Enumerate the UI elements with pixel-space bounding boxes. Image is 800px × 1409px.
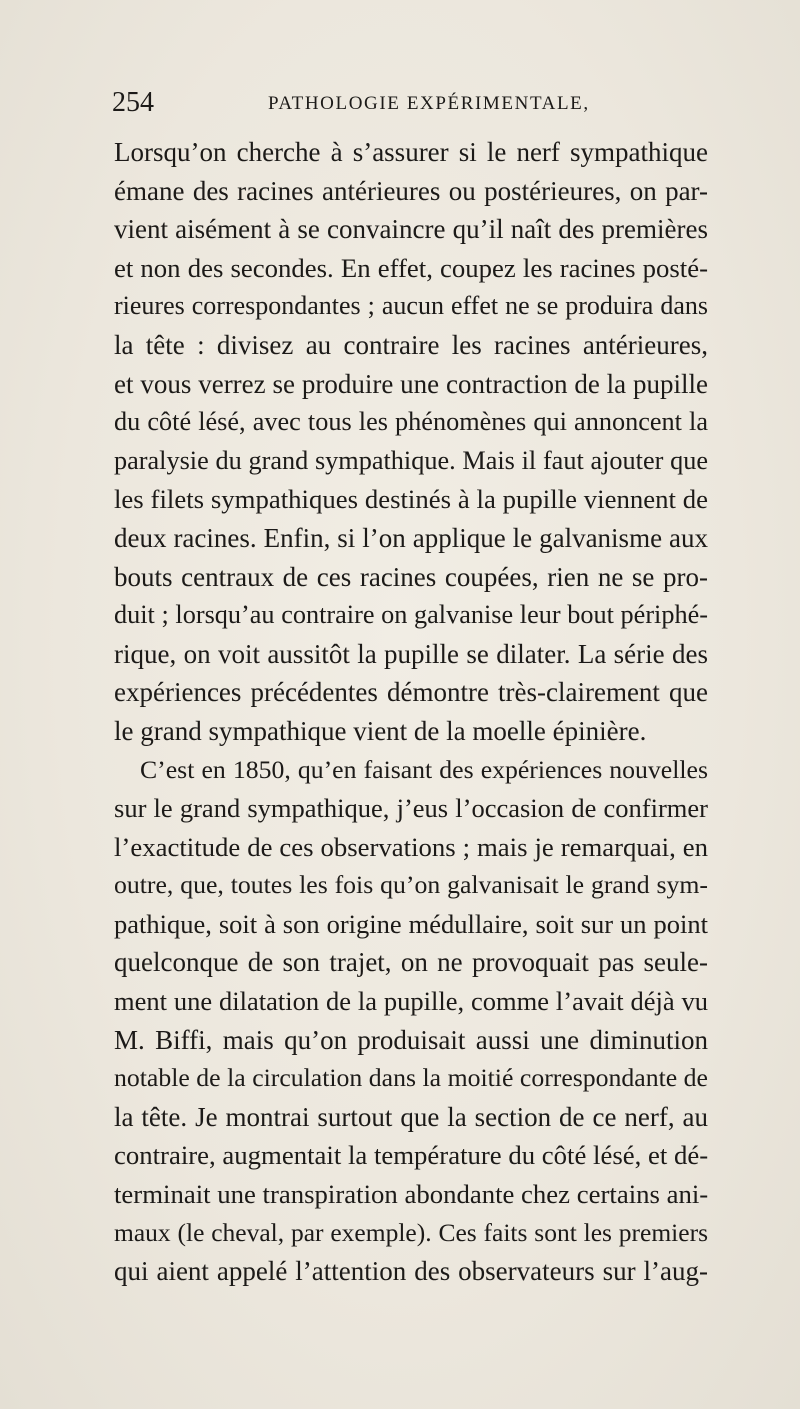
text-line: vient aisément à se convaincre qu’il naît des premières: [114, 214, 708, 245]
text-line: M. Biffi, mais qu’on produisait aussi une diminution: [114, 1024, 708, 1055]
text-line: expériences précédentes démontre très-clairement que: [114, 677, 708, 708]
text-line: du côté lésé, avec tous les phénomènes qui annoncent la: [114, 407, 708, 437]
text-body: [114, 133, 708, 1291]
text-line: C’est en 1850, qu’en faisant des expériences nouvelles: [140, 754, 708, 784]
page-number: 254: [112, 87, 154, 118]
text-line: qui aient appelé l’attention des observateurs sur l’aug-: [114, 1256, 708, 1287]
text-line: notable de la circulation dans la moitié correspondante de: [114, 1063, 708, 1093]
text-line: rieures correspondantes ; aucun effet ne se produira dans: [114, 291, 708, 321]
text-line: deux racines. Enfin, si l’on applique le galvanisme aux: [114, 522, 708, 553]
text-line: outre, que, toutes les fois qu’on galvanisait le grand sym-: [114, 870, 708, 900]
text-line: la tête. Je montrai surtout que la section de ce nerf, au: [114, 1101, 708, 1132]
text-line: sur le grand sympathique, j’eus l’occasion de confirmer: [114, 793, 708, 824]
text-line: rique, on voit aussitôt la pupille se dilater. La série des: [114, 638, 708, 669]
text-line: pathique, soit à son origine médullaire, soit sur un point: [114, 908, 708, 939]
text-line: contraire, augmentait la température du côté lésé, et dé-: [114, 1140, 709, 1171]
text-line: le grand sympathique vient de la moelle épinière.: [114, 715, 647, 746]
text-line: duit ; lorsqu’au contraire on galvanise leur bout périphé-: [114, 600, 708, 630]
text-line: bouts centraux de ces racines coupées, rien ne se pro-: [114, 561, 708, 592]
text-line: émane des racines antérieures ou postérieures, on par-: [114, 175, 708, 206]
text-line: l’exactitude de ces observations ; mais je remarquai, en: [114, 831, 708, 862]
text-line: terminait une transpiration abondante chez certains ani-: [114, 1179, 709, 1210]
text-line: et vous verrez se produire une contraction de la pupille: [114, 368, 708, 399]
text-line: ment une dilatation de la pupille, comme l’avait déjà vu: [114, 986, 708, 1017]
text-line: Lorsqu’on cherche à s’assurer si le nerf sympathique: [114, 137, 708, 167]
text-line: et non des secondes. En effet, coupez les racines posté-: [114, 252, 708, 283]
text-line: paralysie du grand sympathique. Mais il faut ajouter que: [114, 445, 708, 475]
text-line: les filets sympathiques destinés à la pupille viennent de: [114, 484, 708, 515]
text-line: la tête : divisez au contraire les racines antérieures,: [114, 329, 708, 360]
running-head: [112, 88, 692, 118]
running-title: PATHOLOGIE EXPÉRIMENTALE,: [268, 93, 590, 114]
text-line: quelconque de son trajet, on ne provoquait pas seule-: [114, 947, 708, 978]
text-line: maux (le cheval, par exemple). Ces faits sont les premiers: [114, 1217, 708, 1247]
